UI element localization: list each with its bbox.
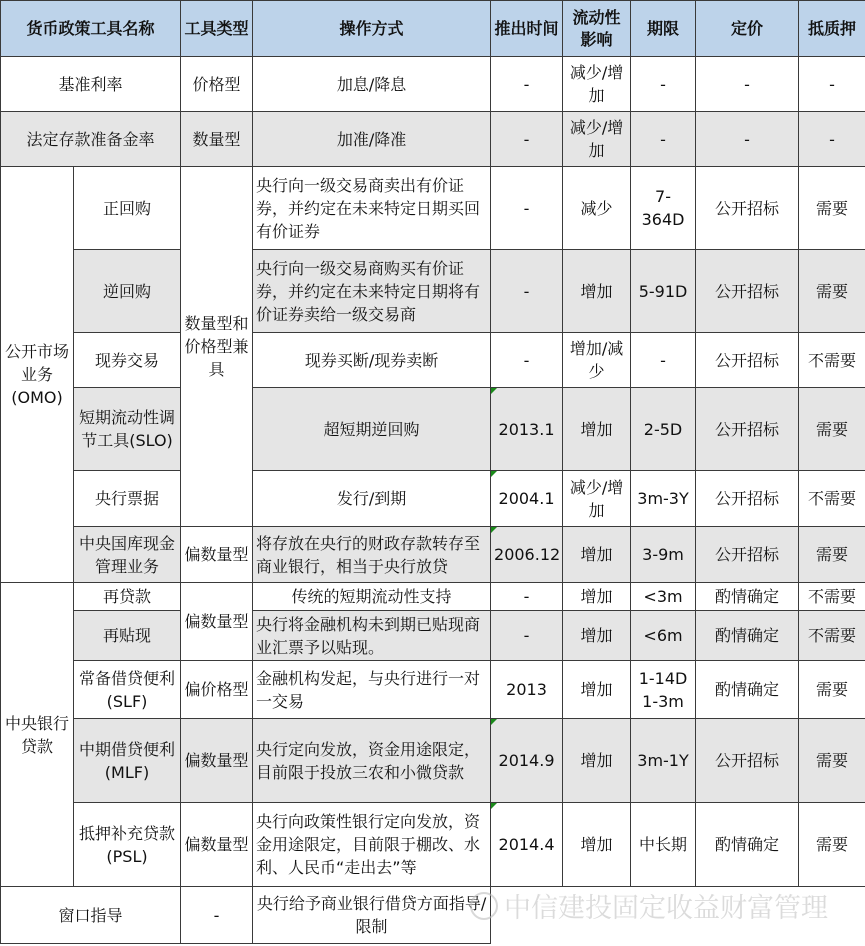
cell-price: 酌情确定 [696,803,799,887]
cell-term: - [631,333,696,388]
cell-coll: 不需要 [799,333,865,388]
cell-op: 央行给予商业银行借贷方面指导/限制 [253,887,491,944]
cell-name: 窗口指导 [1,887,181,944]
cell-type: 数量型和价格型兼具 [181,167,253,527]
cell-time: - [491,583,563,611]
cell-coll: - [799,57,865,112]
cell-time: 2006.12 [491,527,563,583]
cell-term: - [631,112,696,167]
cell-time: - [491,611,563,661]
cell-type: 偏数量型 [181,803,253,887]
cell-time: 2014.4 [491,803,563,887]
cell-op: 央行将金融机构未到期已贴现商业汇票予以贴现。 [253,611,491,661]
cell-name: 中期借贷便利(MLF) [74,719,181,803]
cell-term: 3m-1Y [631,719,696,803]
cell-name: 抵押补充贷款(PSL) [74,803,181,887]
table-row [1,57,865,112]
cell-term: <3m [631,583,696,611]
cell-op: 央行定向发放，资金用途限定，目前限于投放三农和小微贷款 [253,719,491,803]
cell-name: 短期流动性调节工具(SLO) [74,388,181,471]
watermark-text: 中信建投固定收益财富管理 [504,893,828,924]
cell-price: 酌情确定 [696,661,799,719]
cell-coll: 不需要 [799,583,865,611]
header-time: 推出时间 [491,1,563,57]
header-type: 工具类型 [181,1,253,57]
cell-coll: 需要 [799,388,865,471]
cell-coll: 需要 [799,803,865,887]
cell-op: 加准/降准 [253,112,491,167]
cell-term: - [631,57,696,112]
table-row [1,333,865,388]
cell-coll: 不需要 [799,471,865,527]
cell-price: - [696,57,799,112]
cell-op: 金融机构发起，与央行进行一对一交易 [253,661,491,719]
table-row [1,471,865,527]
cell-type: 数量型 [181,112,253,167]
cell-op: 央行向政策性银行定向发放，资金用途限定，目前限于棚改、水利、人民币“走出去”等 [253,803,491,887]
cell-coll: 不需要 [799,611,865,661]
cell-liq: 增加 [563,250,631,333]
cell-liq: 减少 [563,167,631,250]
cell-price: 酌情确定 [696,583,799,611]
cell-coll: - [799,112,865,167]
header-row [1,1,865,57]
cell-name: 再贴现 [74,611,181,661]
header-op: 操作方式 [253,1,491,57]
cell-liq: 增加 [563,583,631,611]
cell-op: 央行向一级交易商卖出有价证券，并约定在未来特定日期买回有价证券 [253,167,491,250]
group-omo: 公开市场业务(OMO) [1,167,74,583]
cell-name: 现券交易 [74,333,181,388]
cell-liq: 增加 [563,611,631,661]
cell-name: 再贷款 [74,583,181,611]
table-row [1,527,865,583]
table-row [1,611,865,661]
cell-liq: 减少/增加 [563,57,631,112]
cell-price: 公开招标 [696,471,799,527]
cell-liq: 增加/减少 [563,333,631,388]
cell-name: 常备借贷便利(SLF) [74,661,181,719]
cell-op: 现券买断/现券卖断 [253,333,491,388]
cell-type: 偏数量型 [181,719,253,803]
group-loan: 中央银行贷款 [1,583,74,887]
cell-time: - [491,57,563,112]
cell-op: 超短期逆回购 [253,388,491,471]
table-row [1,661,865,719]
cell-op: 央行向一级交易商购买有价证券，并约定在未来特定日期将有价证券卖给一级交易商 [253,250,491,333]
cell-liq: 增加 [563,719,631,803]
cell-time: - [491,112,563,167]
cell-term: <6m [631,611,696,661]
cell-name: 央行票据 [74,471,181,527]
cell-name: 正回购 [74,167,181,250]
cell-liq: 增加 [563,527,631,583]
cell-coll: 需要 [799,719,865,803]
cell-type: 偏数量型 [181,527,253,583]
cell-name: 中央国库现金管理业务 [74,527,181,583]
cell-name: 逆回购 [74,250,181,333]
table-row [1,250,865,333]
cell-price: 公开招标 [696,527,799,583]
cell-op: 将存放在央行的财政存款转存至商业银行，相当于央行放贷 [253,527,491,583]
cell-price: 公开招标 [696,250,799,333]
cell-time: - [491,333,563,388]
cell-op: 传统的短期流动性支持 [253,583,491,611]
cell-time: - [491,250,563,333]
cell-op: 发行/到期 [253,471,491,527]
cell-time: - [491,167,563,250]
table-row [1,167,865,250]
cell-name: 法定存款准备金率 [1,112,181,167]
cell-coll: 需要 [799,661,865,719]
cell-liq: 增加 [563,388,631,471]
cell-type: - [181,887,253,944]
table-row [1,583,865,611]
cell-coll: 需要 [799,527,865,583]
cell-term: 1-14D 1-3m [631,661,696,719]
cell-type: 偏数量型 [181,583,253,661]
cell-time: 2014.9 [491,719,563,803]
cell-term: 3m-3Y [631,471,696,527]
cell-price: 公开招标 [696,719,799,803]
cell-price: 酌情确定 [696,611,799,661]
cell-liq: 减少/增加 [563,471,631,527]
header-coll: 抵质押 [799,1,865,57]
cell-coll: 需要 [799,250,865,333]
cell-liq: 减少/增加 [563,112,631,167]
table-row [1,719,865,803]
table-row [1,388,865,471]
cell-price: 公开招标 [696,167,799,250]
header-term: 期限 [631,1,696,57]
cell-time: 2004.1 [491,471,563,527]
cell-name: 基准利率 [1,57,181,112]
cell-price: - [696,112,799,167]
cell-op: 加息/降息 [253,57,491,112]
header-price: 定价 [696,1,799,57]
cell-term: 7-364D [631,167,696,250]
table-row [1,112,865,167]
cell-liq: 增加 [563,661,631,719]
cell-term: 3-9m [631,527,696,583]
cell-type: 偏价格型 [181,661,253,719]
cell-type: 价格型 [181,57,253,112]
cell-term: 5-91D [631,250,696,333]
cell-coll: 需要 [799,167,865,250]
header-liq: 流动性影响 [563,1,631,57]
table-row [1,803,865,887]
header-name: 货币政策工具名称 [1,1,181,57]
cell-time: 2013 [491,661,563,719]
cell-price: 公开招标 [696,388,799,471]
cell-time: 2013.1 [491,388,563,471]
cell-price: 公开招标 [696,333,799,388]
table-row [1,887,865,944]
cell-liq: 增加 [563,803,631,887]
cell-term: 中长期 [631,803,696,887]
cell-term: 2-5D [631,388,696,471]
empty-cell [491,887,865,944]
